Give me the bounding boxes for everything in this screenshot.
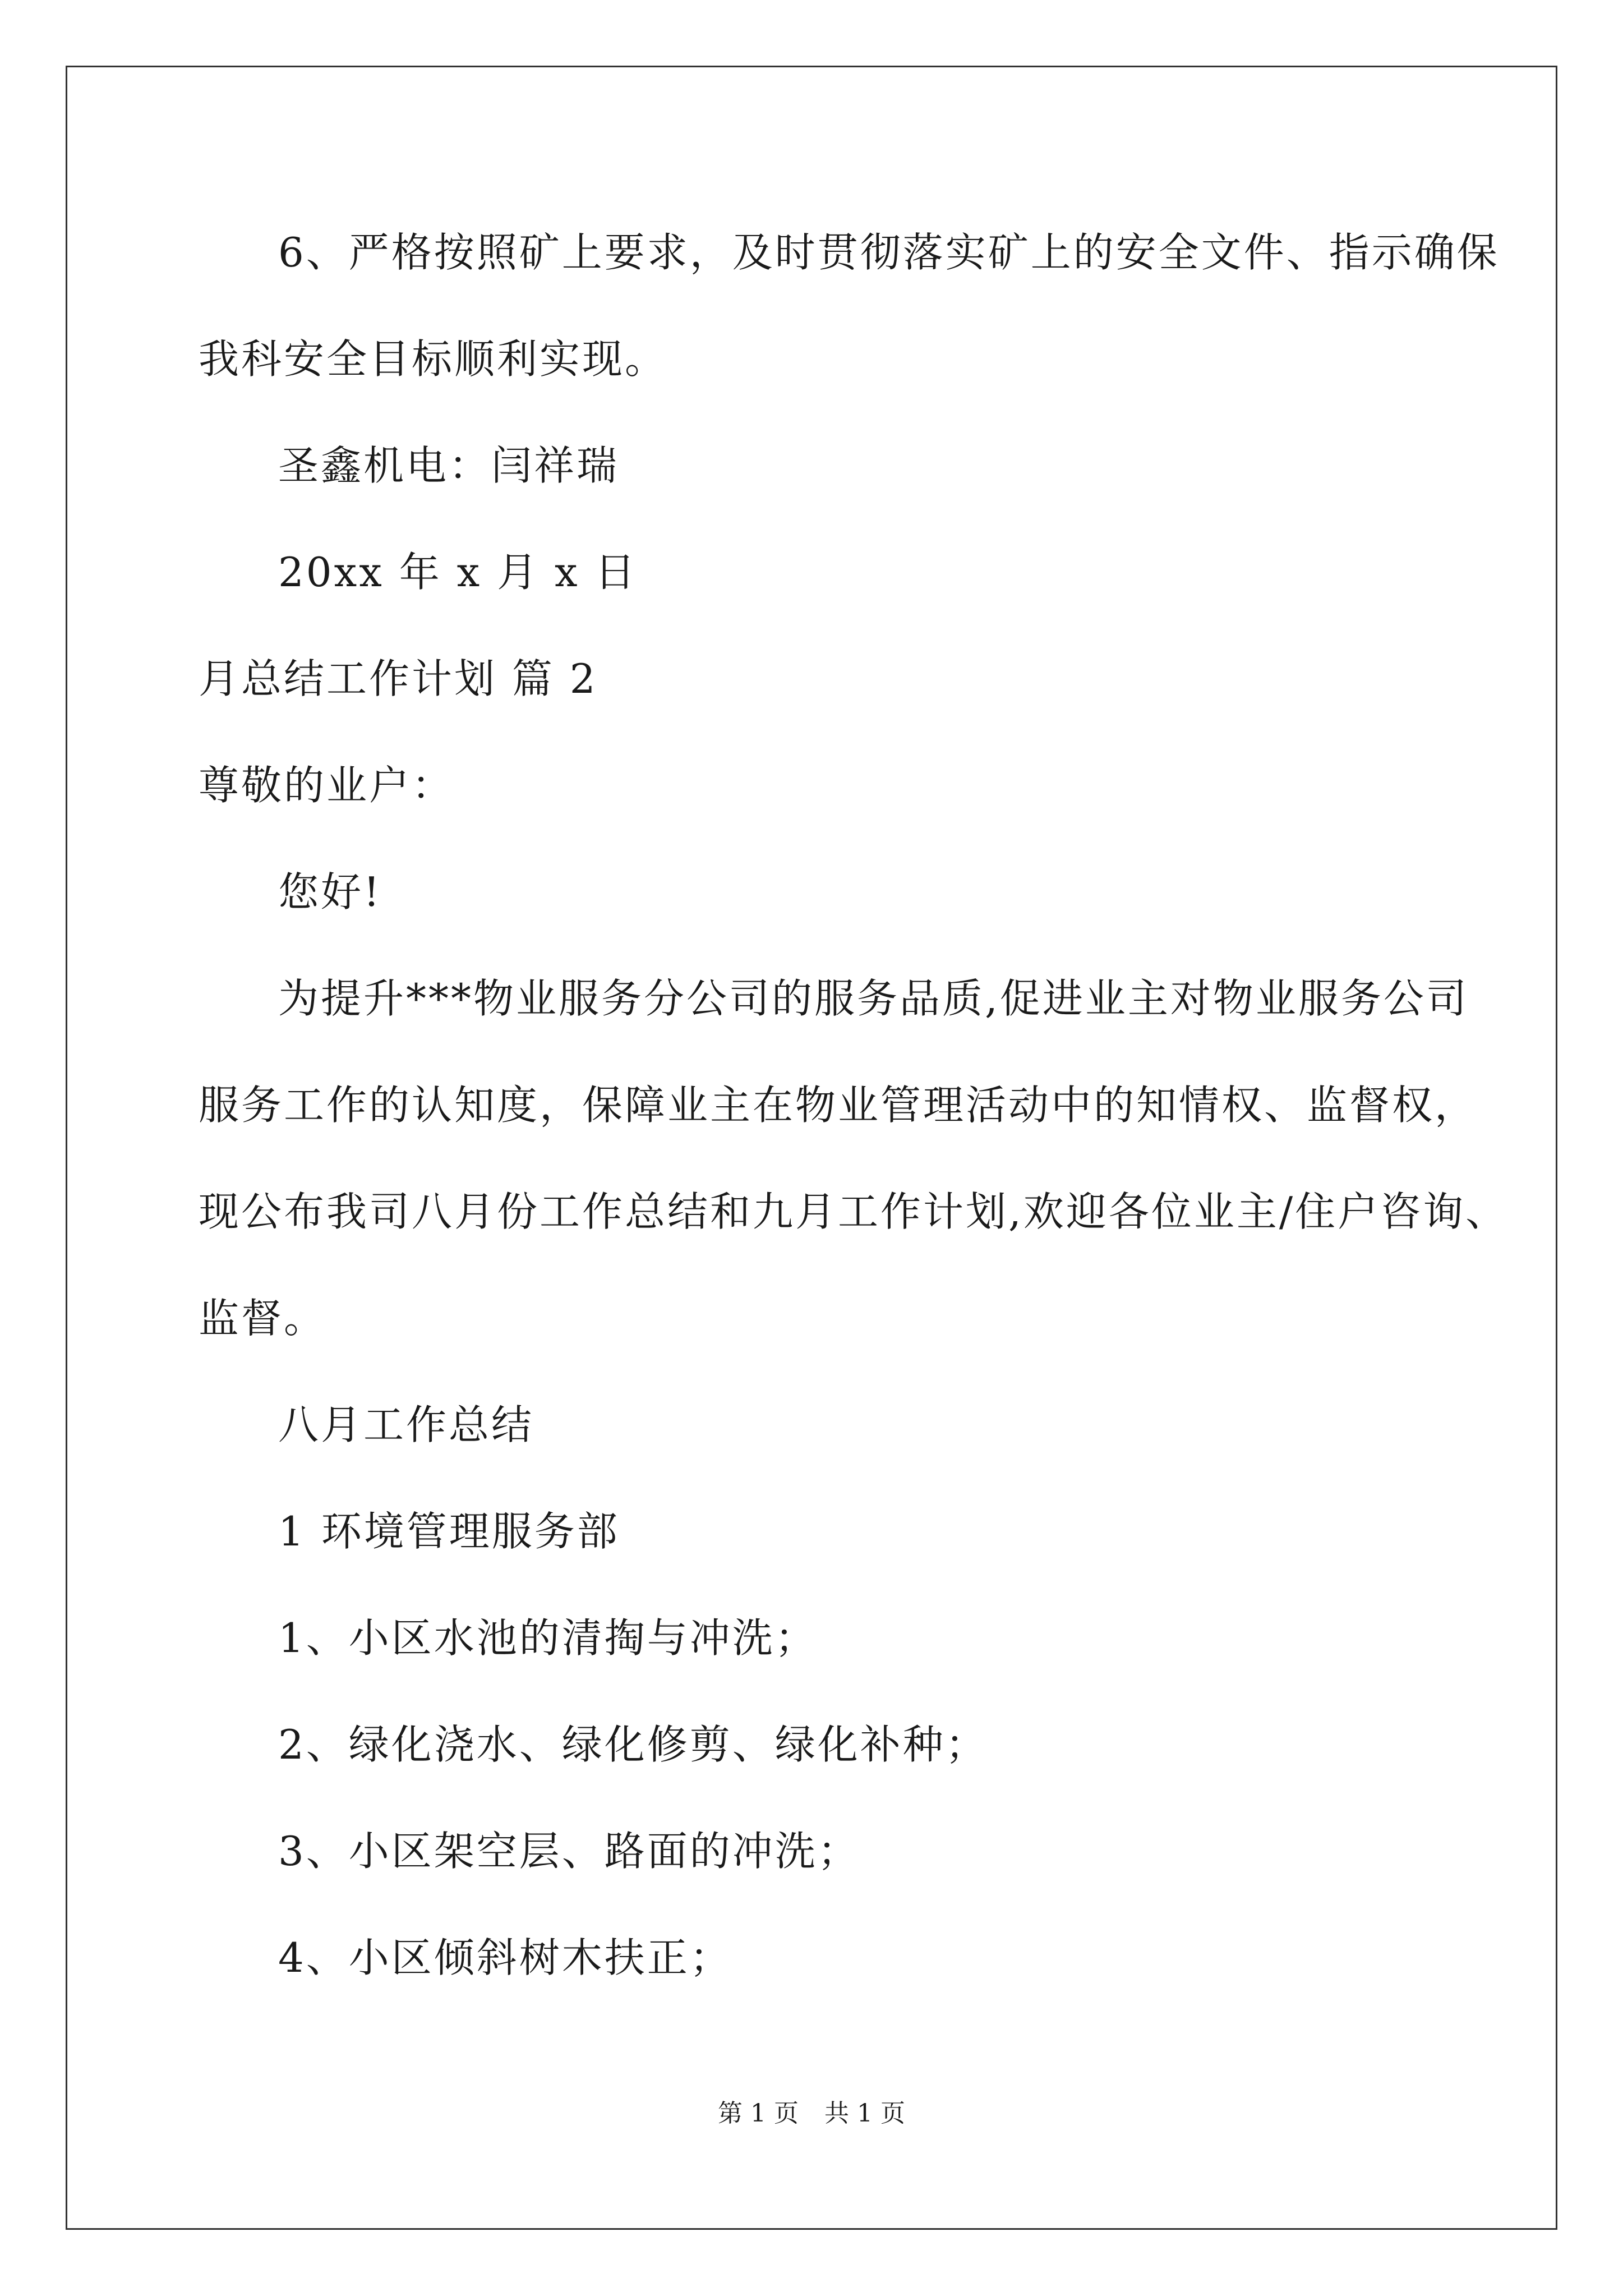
paragraph-line: 为提升***物业服务分公司的服务品质,促进业主对物业服务公司: [278, 975, 1469, 1022]
greeting: 您好!: [278, 868, 382, 915]
paragraph-line: 我科安全目标顺利实现。: [199, 335, 668, 383]
paragraph-line: 现公布我司八月份工作总结和九月工作计划,欢迎各位业主/住户咨询、: [199, 1188, 1509, 1235]
subsection-heading: 1 环境管理服务部: [278, 1508, 620, 1555]
section-heading: 月总结工作计划 篇 2: [199, 655, 598, 702]
list-item: 3、小区架空层、路面的冲洗；: [278, 1828, 860, 1875]
signature-line: 圣鑫机电：闫祥瑞: [278, 442, 620, 489]
subsection-heading: 八月工作总结: [278, 1401, 534, 1448]
date-line: 20xx 年 x 月 x 日: [278, 549, 638, 596]
salutation: 尊敬的业户：: [199, 762, 455, 809]
page-total: 共 1 页: [824, 2099, 905, 2128]
page-number: 第 1 页: [718, 2099, 799, 2128]
list-item: 2、绿化浇水、绿化修剪、绿化补种；: [278, 1721, 988, 1768]
page-border: [66, 66, 1557, 2230]
paragraph-line: 监督。: [199, 1295, 327, 1342]
paragraph-line: 6、严格按照矿上要求，及时贯彻落实矿上的安全文件、指示确保: [278, 229, 1500, 276]
paragraph-line: 服务工作的认知度，保障业主在物业管理活动中的知情权、监督权，: [199, 1082, 1478, 1129]
list-item: 1、小区水池的清掏与冲洗；: [278, 1614, 818, 1662]
list-item: 4、小区倾斜树木扶正；: [278, 1934, 732, 1981]
page-footer: [0, 2097, 1623, 2131]
